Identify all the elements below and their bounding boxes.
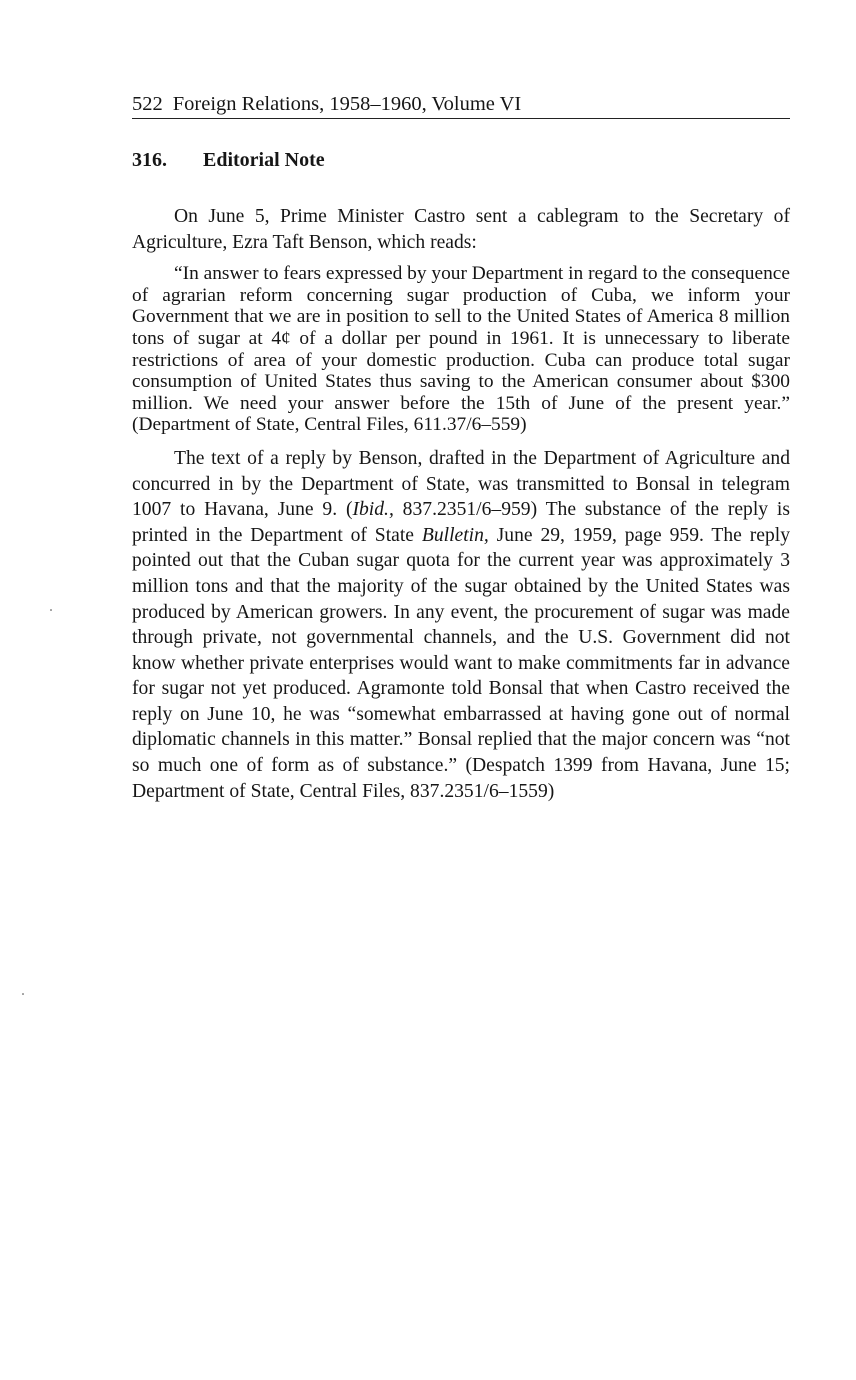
- page-number: 522: [132, 93, 163, 115]
- section-title: Editorial Note: [203, 149, 325, 171]
- scan-speck: [50, 609, 52, 611]
- volume-title: Foreign Relations, 1958–1960, Volume VI: [172, 93, 522, 115]
- paragraph-intro: On June 5, Prime Minister Castro sent a cablegram to the Secretary of Agriculture, Ezra Taft Benson, which reads:: [132, 206, 790, 253]
- section-number: 316.: [132, 149, 167, 171]
- section-heading: [132, 148, 790, 172]
- paragraph-reply: [132, 446, 790, 804]
- running-head: [132, 92, 790, 119]
- document-page: [132, 92, 790, 804]
- scan-speck: [22, 993, 24, 995]
- reply-text-part-2: 837.2351/6–959) The substance of the reply is printed in the Department of State: [132, 499, 790, 546]
- cablegram-quote: “In answer to fears expressed by your Department in regard to the consequence of agrarian reform concerning sugar production of Cuba, we inform your Government that we are in position to sell to the United States of America 8 million tons of sugar at 4¢ of a dollar per pound in 1961. It is unnecessary to liberate restrictions of area of your domestic production. Cuba can produce total sugar consumption of United States thus saving to the American consumer about $300 million. We need your answer before the 15th of June of the present year.” (Department of State, Central Files, 611.37/6–559): [132, 263, 790, 436]
- reply-text-part-1: The text of a reply by Benson, drafted in the Department of Agriculture and concurred in by the Department of State, was transmitted to Bonsal in telegram 1007 to Havana, June 9. (: [132, 447, 790, 521]
- ibid-citation: Ibid.,: [352, 499, 394, 521]
- bulletin-title: Bulletin,: [421, 524, 489, 546]
- reply-text-part-3: June 29, 1959, page 959. The reply pointed out that the Cuban sugar quota for the current year was approximately 3 million tons and that the majority of the sugar obtained by the United States was produced by American growers. In any event, the procurement of sugar was made through private, not governmental channels, and the U.S. Government did not know whether private enterprises would want to make commitments far in advance for sugar not yet produced. Agramonte told Bonsal that when Castro received the reply on June 10, he was “somewhat embarrassed at having gone out of normal diplomatic channels in this matter.” Bonsal replied that the major concern was “not so much one of form as of substance.” (Despatch 1399 from Havana, June 15; Department of State, Central Files, 837.2351/6–1559): [132, 524, 790, 802]
